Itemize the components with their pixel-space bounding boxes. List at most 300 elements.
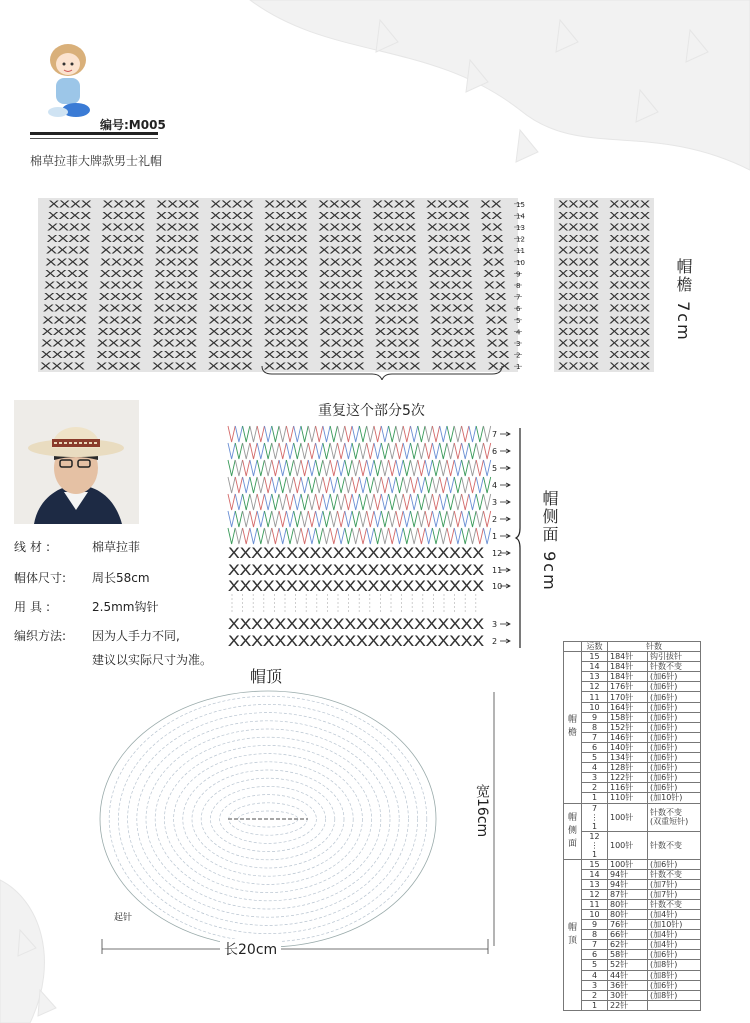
side-stitch-v	[316, 494, 323, 510]
side-row-arrow	[500, 483, 510, 487]
table-stitch-cell: 110针	[608, 793, 648, 803]
table-round-cell: 5	[582, 960, 608, 970]
side-stitch-v	[484, 460, 491, 476]
table-note-cell: (加6针)	[648, 950, 701, 960]
side-stitch-v	[469, 511, 476, 527]
side-stitch-v	[235, 477, 242, 493]
side-stitch-v	[272, 443, 279, 459]
crown-stitch-chart	[98, 684, 498, 964]
table-note-cell: (加6针)	[648, 980, 701, 990]
side-stitch-v	[432, 443, 439, 459]
brim-stitch-row-right: XXXX XXXX	[558, 292, 650, 304]
table-round-cell: 10	[582, 909, 608, 919]
pattern-code: 编号:M005	[100, 118, 166, 132]
brim-row-number: 8	[516, 282, 521, 290]
table-round-cell: 4	[582, 970, 608, 980]
side-row-number: 2	[492, 637, 498, 646]
side-stitch-v	[265, 477, 272, 493]
table-stitch-cell: 116针	[608, 783, 648, 793]
side-stitch-v	[367, 511, 374, 527]
side-row-arrow	[500, 500, 510, 504]
brim-stitch-row: XXXX XXXX XXXX XXXX XXXX XXXX XXXX XXXX XX	[47, 222, 503, 234]
side-row-number: 12	[492, 549, 503, 558]
side-stitch-v	[381, 511, 388, 527]
brim-row-number: 4	[516, 328, 521, 337]
side-stitch-v	[418, 460, 425, 476]
side-stitch-v	[308, 460, 315, 476]
table-row	[564, 732, 701, 742]
table-stitch-cell: 100针	[608, 803, 648, 831]
side-stitch-v	[279, 511, 286, 527]
side-stitch-v	[381, 528, 388, 544]
info-method	[14, 627, 180, 644]
table-note-cell: (加7针)	[648, 889, 701, 899]
side-stitch-v	[345, 528, 352, 544]
side-stitch-v	[469, 494, 476, 510]
table-stitch-cell: 176针	[608, 682, 648, 692]
side-stitch-v	[330, 494, 337, 510]
side-stitch-v	[235, 528, 242, 544]
side-stitch-v	[243, 460, 250, 476]
side-stitch-v	[345, 443, 352, 459]
side-stitch-v	[447, 460, 454, 476]
table-row	[564, 889, 701, 899]
side-bracket	[516, 428, 520, 648]
side-stitch-v	[396, 460, 403, 476]
table-round-cell: 7 ⋮ 1	[582, 803, 608, 831]
side-row-number: 1	[492, 532, 498, 541]
side-stitch-v	[389, 443, 396, 459]
side-stitch-v	[345, 494, 352, 510]
side-row-number: 2	[492, 515, 498, 524]
brim-stitch-row: XXXX XXXX XXXX XXXX XXXX XXXX XXXX XXXX XX	[43, 292, 507, 304]
table-note-cell: (加6针)	[648, 742, 701, 752]
side-stitch-v	[403, 426, 410, 442]
side-stitch-v	[323, 477, 330, 493]
side-stitch-v	[250, 443, 257, 459]
table-note-cell: (加6针)	[648, 672, 701, 682]
table-stitch-cell: 52针	[608, 960, 648, 970]
table-stitch-cell: 80针	[608, 909, 648, 919]
side-stitch-v	[316, 460, 323, 476]
side-stitch-v	[389, 494, 396, 510]
side-stitch-v	[367, 477, 374, 493]
table-note-cell: (加8针)	[648, 970, 701, 980]
table-stitch-cell: 94针	[608, 869, 648, 879]
side-stitch-v	[243, 511, 250, 527]
table-stitch-cell: 87针	[608, 889, 648, 899]
side-stitch-v	[440, 426, 447, 442]
table-round-cell: 6	[582, 950, 608, 960]
table-stitch-cell: 146针	[608, 732, 648, 742]
table-stitch-cell: 140针	[608, 742, 648, 752]
table-note-cell: (加6针)	[648, 773, 701, 783]
side-stitch-v	[374, 494, 381, 510]
table-stitch-cell: 66针	[608, 930, 648, 940]
side-stitch-v	[403, 477, 410, 493]
info-method-line2: 建议以实际尺寸为准。	[92, 653, 213, 667]
side-stitch-v	[367, 443, 374, 459]
side-stitch-v	[330, 460, 337, 476]
table-round-cell: 9	[582, 920, 608, 930]
side-stitch-v	[338, 494, 345, 510]
side-stitch-v	[352, 460, 359, 476]
side-stitch-v	[454, 511, 461, 527]
side-stitch-v	[469, 426, 476, 442]
side-stitch-v	[308, 511, 315, 527]
table-round-cell: 6	[582, 742, 608, 752]
table-note-cell: (加6针)	[648, 692, 701, 702]
side-stitch-v	[345, 426, 352, 442]
side-stitch-v	[432, 477, 439, 493]
side-stitch-v	[257, 511, 264, 527]
brim-row-number: 14	[516, 212, 525, 221]
side-stitch-v	[308, 443, 315, 459]
side-row-number: 4	[492, 481, 498, 490]
side-stitch-v	[338, 460, 345, 476]
table-round-cell: 7	[582, 940, 608, 950]
side-stitch-v	[469, 460, 476, 476]
side-stitch-v	[425, 460, 432, 476]
side-stitch-v	[389, 477, 396, 493]
table-round-cell: 10	[582, 702, 608, 712]
side-stitch-v	[228, 443, 235, 459]
table-row	[564, 879, 701, 889]
side-stitch-v	[316, 426, 323, 442]
table-note-cell: (加7针)	[648, 879, 701, 889]
side-stitch-row: XXXXXXXXXXXXXXXXXXXXXX	[228, 579, 485, 595]
table-note-cell: (加4针)	[648, 930, 701, 940]
table-note-cell: 针数不变 (双重短针)	[648, 803, 701, 831]
side-stitch-v	[235, 494, 242, 510]
side-stitch-v	[462, 426, 469, 442]
brim-row-number: 11	[516, 247, 525, 256]
side-stitch-v	[411, 426, 418, 442]
table-row	[564, 803, 701, 831]
side-stitch-v	[476, 477, 483, 493]
table-note-cell: 钩引拔针	[648, 652, 701, 662]
side-stitch-v	[425, 511, 432, 527]
side-stitch-v	[476, 511, 483, 527]
side-stitch-v	[381, 460, 388, 476]
table-row	[564, 909, 701, 919]
side-stitch-v	[425, 528, 432, 544]
side-stitch-v	[462, 494, 469, 510]
side-stitch-v	[352, 494, 359, 510]
table-row	[564, 869, 701, 879]
side-stitch-v	[411, 494, 418, 510]
side-stitch-v	[359, 460, 366, 476]
table-row	[564, 753, 701, 763]
side-stitch-v	[243, 528, 250, 544]
table-note-cell: (加6针)	[648, 722, 701, 732]
table-note-cell: 针数不变	[648, 662, 701, 672]
side-stitch-v	[381, 443, 388, 459]
side-stitch-v	[228, 460, 235, 476]
side-row-number: 3	[492, 620, 498, 629]
side-row-arrow	[500, 466, 510, 470]
side-stitch-v	[418, 494, 425, 510]
side-stitch-v	[294, 477, 301, 493]
side-stitch-v	[447, 528, 454, 544]
side-stitch-v	[476, 528, 483, 544]
brim-stitch-chart	[38, 194, 658, 380]
side-stitch-v	[367, 460, 374, 476]
side-stitch-v	[403, 528, 410, 544]
side-stitch-v	[286, 511, 293, 527]
side-stitch-v	[286, 443, 293, 459]
side-label: 帽侧面 9cm	[540, 490, 559, 592]
side-stitch-v	[374, 528, 381, 544]
side-stitch-row: XXXXXXXXXXXXXXXXXXXXXX	[228, 617, 485, 633]
side-stitch-v	[228, 528, 235, 544]
table-note-cell: 针数不变	[648, 869, 701, 879]
side-stitch-v	[425, 477, 432, 493]
table-stitch-cell: 152针	[608, 722, 648, 732]
table-row	[564, 920, 701, 930]
side-stitch-v	[243, 477, 250, 493]
side-stitch-v	[447, 443, 454, 459]
table-row	[564, 859, 701, 869]
side-stitch-v	[257, 426, 264, 442]
side-stitch-v	[250, 511, 257, 527]
side-stitch-v	[454, 477, 461, 493]
side-stitch-v	[301, 443, 308, 459]
repeat-note: 重复这个部分5次	[318, 403, 425, 419]
side-stitch-v	[272, 460, 279, 476]
side-stitch-v	[389, 528, 396, 544]
table-round-cell: 3	[582, 773, 608, 783]
side-stitch-v	[316, 528, 323, 544]
side-stitch-v	[425, 443, 432, 459]
side-stitch-v	[381, 426, 388, 442]
side-stitch-v	[345, 460, 352, 476]
side-stitch-v	[265, 443, 272, 459]
brim-row-number: 3	[516, 340, 521, 348]
table-row	[564, 831, 701, 859]
side-stitch-v	[432, 460, 439, 476]
side-stitch-v	[374, 511, 381, 527]
table-round-cell: 14	[582, 869, 608, 879]
table-round-cell: 2	[582, 783, 608, 793]
side-stitch-v	[476, 494, 483, 510]
table-note-cell: (加6针)	[648, 702, 701, 712]
table-note-cell: (加6针)	[648, 753, 701, 763]
brim-row-number: 9	[516, 270, 521, 279]
side-stitch-v	[279, 477, 286, 493]
side-stitch-row: XXXXXXXXXXXXXXXXXXXXXX	[228, 634, 485, 650]
side-stitch-v	[381, 494, 388, 510]
brim-row-number: 12	[516, 235, 525, 244]
brim-row-number: 6	[516, 305, 521, 314]
brim-stitch-row-right: XXXX XXXX	[558, 361, 650, 373]
side-stitch-v	[411, 477, 418, 493]
side-stitch-v	[403, 511, 410, 527]
side-stitch-v	[389, 511, 396, 527]
info-yarn	[14, 538, 140, 555]
side-stitch-v	[352, 528, 359, 544]
side-stitch-v	[411, 443, 418, 459]
side-stitch-v	[294, 528, 301, 544]
side-stitch-v	[272, 528, 279, 544]
side-stitch-v	[352, 443, 359, 459]
side-stitch-v	[323, 494, 330, 510]
side-stitch-v	[308, 528, 315, 544]
side-stitch-v	[323, 426, 330, 442]
side-stitch-v	[440, 477, 447, 493]
side-stitch-v	[330, 443, 337, 459]
side-stitch-v	[403, 460, 410, 476]
table-round-cell: 15	[582, 859, 608, 869]
table-note-cell: (加6针)	[648, 712, 701, 722]
side-stitch-v	[294, 426, 301, 442]
table-row	[564, 662, 701, 672]
table-stitch-cell: 184针	[608, 652, 648, 662]
brim-stitch-row-right: XXXX XXXX	[558, 210, 650, 222]
side-stitch-v	[396, 511, 403, 527]
table-row	[564, 1000, 701, 1010]
brim-stitch-row-right: XXXX XXXX	[558, 280, 650, 292]
side-stitch-v	[279, 426, 286, 442]
table-row	[564, 783, 701, 793]
brim-stitch-row-right: XXXX XXXX	[558, 338, 650, 350]
info-method-key: 编织方法:	[14, 629, 67, 643]
crown-length-label: 长20cm	[220, 939, 281, 959]
side-stitch-v	[265, 511, 272, 527]
table-note-cell: 针数不变	[648, 831, 701, 859]
side-stitch-v	[301, 460, 308, 476]
side-stitch-v	[484, 528, 491, 544]
info-yarn-value: 棉草拉菲	[92, 540, 141, 554]
side-stitch-v	[352, 477, 359, 493]
side-stitch-v	[265, 460, 272, 476]
table-stitch-cell: 80针	[608, 899, 648, 909]
brim-row-number: 10	[516, 258, 525, 267]
side-stitch-v	[308, 477, 315, 493]
side-stitch-v	[432, 528, 439, 544]
side-stitch-v	[316, 477, 323, 493]
side-stitch-v	[272, 494, 279, 510]
side-stitch-v	[484, 511, 491, 527]
table-header-blank	[564, 642, 582, 652]
table-note-cell: (加10针)	[648, 920, 701, 930]
side-stitch-v	[352, 511, 359, 527]
side-stitch-v	[286, 477, 293, 493]
side-row-arrow	[500, 432, 510, 436]
table-row	[564, 940, 701, 950]
side-stitch-v	[440, 443, 447, 459]
table-stitch-cell: 58针	[608, 950, 648, 960]
side-stitch-v	[338, 528, 345, 544]
info-method-value: 因为人手力不同,	[92, 629, 180, 643]
side-stitch-v	[338, 511, 345, 527]
side-stitch-v	[235, 426, 242, 442]
table-round-cell: 5	[582, 753, 608, 763]
brim-stitch-row: XXXX XXXX XXXX XXXX XXXX XXXX XXXX XXXX XX	[44, 268, 506, 280]
side-stitch-v	[469, 477, 476, 493]
brim-stitch-row: XXXX XXXX XXXX XXXX XXXX XXXX XXXX XXXX XX	[44, 280, 506, 292]
side-stitch-v	[454, 494, 461, 510]
table-row	[564, 930, 701, 940]
page-title: 棉草拉菲大牌款男士礼帽	[30, 154, 163, 168]
table-stitch-cell: 128针	[608, 763, 648, 773]
brim-row-number: 13	[516, 224, 525, 232]
side-stitch-v	[447, 477, 454, 493]
side-stitch-v	[462, 477, 469, 493]
table-note-cell: 针数不变	[648, 899, 701, 909]
table-header-round: 运数	[582, 642, 608, 652]
table-stitch-cell: 44针	[608, 970, 648, 980]
side-stitch-v	[301, 528, 308, 544]
side-stitch-chart	[224, 422, 524, 650]
side-stitch-v	[330, 528, 337, 544]
stitch-count-table	[563, 641, 701, 1011]
side-stitch-v	[228, 494, 235, 510]
brim-stitch-row-right: XXXX XXXX	[558, 303, 650, 315]
side-stitch-v	[323, 443, 330, 459]
side-row-arrow	[500, 534, 510, 538]
side-stitch-v	[250, 494, 257, 510]
info-size-value: 周长58cm	[92, 571, 150, 585]
side-row-arrow	[500, 449, 510, 453]
side-stitch-v	[440, 528, 447, 544]
side-row-arrow	[500, 517, 510, 521]
side-row-number: 7	[492, 430, 498, 439]
side-stitch-v	[265, 494, 272, 510]
side-stitch-v	[243, 494, 250, 510]
table-row	[564, 692, 701, 702]
table-header-stitch: 针数	[608, 642, 701, 652]
side-stitch-v	[228, 426, 235, 442]
table-round-cell: 11	[582, 899, 608, 909]
side-stitch-v	[374, 477, 381, 493]
side-stitch-v	[396, 528, 403, 544]
table-row	[564, 682, 701, 692]
table-round-cell: 13	[582, 672, 608, 682]
table-row	[564, 712, 701, 722]
side-stitch-v	[279, 494, 286, 510]
brim-stitch-row: XXXX XXXX XXXX XXXX XXXX XXXX XXXX XXXX XX	[43, 303, 507, 315]
side-stitch-v	[301, 494, 308, 510]
brim-stitch-row: XXXX XXXX XXXX XXXX XXXX XXXX XXXX XXXX XX	[41, 326, 509, 338]
table-stitch-cell: 30针	[608, 990, 648, 1000]
side-row-number: 5	[492, 464, 498, 473]
logo-girl-illustration	[40, 40, 96, 128]
side-stitch-v	[257, 443, 264, 459]
table-note-cell: (加6针)	[648, 783, 701, 793]
side-stitch-v	[462, 528, 469, 544]
side-stitch-v	[323, 511, 330, 527]
brim-stitch-row: XXXX XXXX XXXX XXXX XXXX XXXX XXXX XXXX XX	[47, 210, 503, 222]
table-section-label: 帽侧面	[564, 803, 582, 859]
brim-row-number: 2	[516, 351, 521, 360]
brim-stitch-row: XXXX XXXX XXXX XXXX XXXX XXXX XXXX XXXX XX	[46, 245, 504, 257]
table-round-cell: 12 ⋮ 1	[582, 831, 608, 859]
crown-start-label: 起针	[114, 913, 133, 923]
brim-row-number: 7	[516, 293, 521, 302]
side-stitch-v	[469, 443, 476, 459]
side-stitch-v	[294, 511, 301, 527]
side-stitch-v	[469, 528, 476, 544]
hat-model-photo	[14, 400, 139, 524]
info-tool-value: 2.5mm钩针	[92, 600, 159, 614]
table-row	[564, 950, 701, 960]
side-stitch-v	[294, 443, 301, 459]
side-stitch-v	[345, 477, 352, 493]
table-note-cell: (加6针)	[648, 682, 701, 692]
side-stitch-v	[359, 443, 366, 459]
table-row	[564, 722, 701, 732]
